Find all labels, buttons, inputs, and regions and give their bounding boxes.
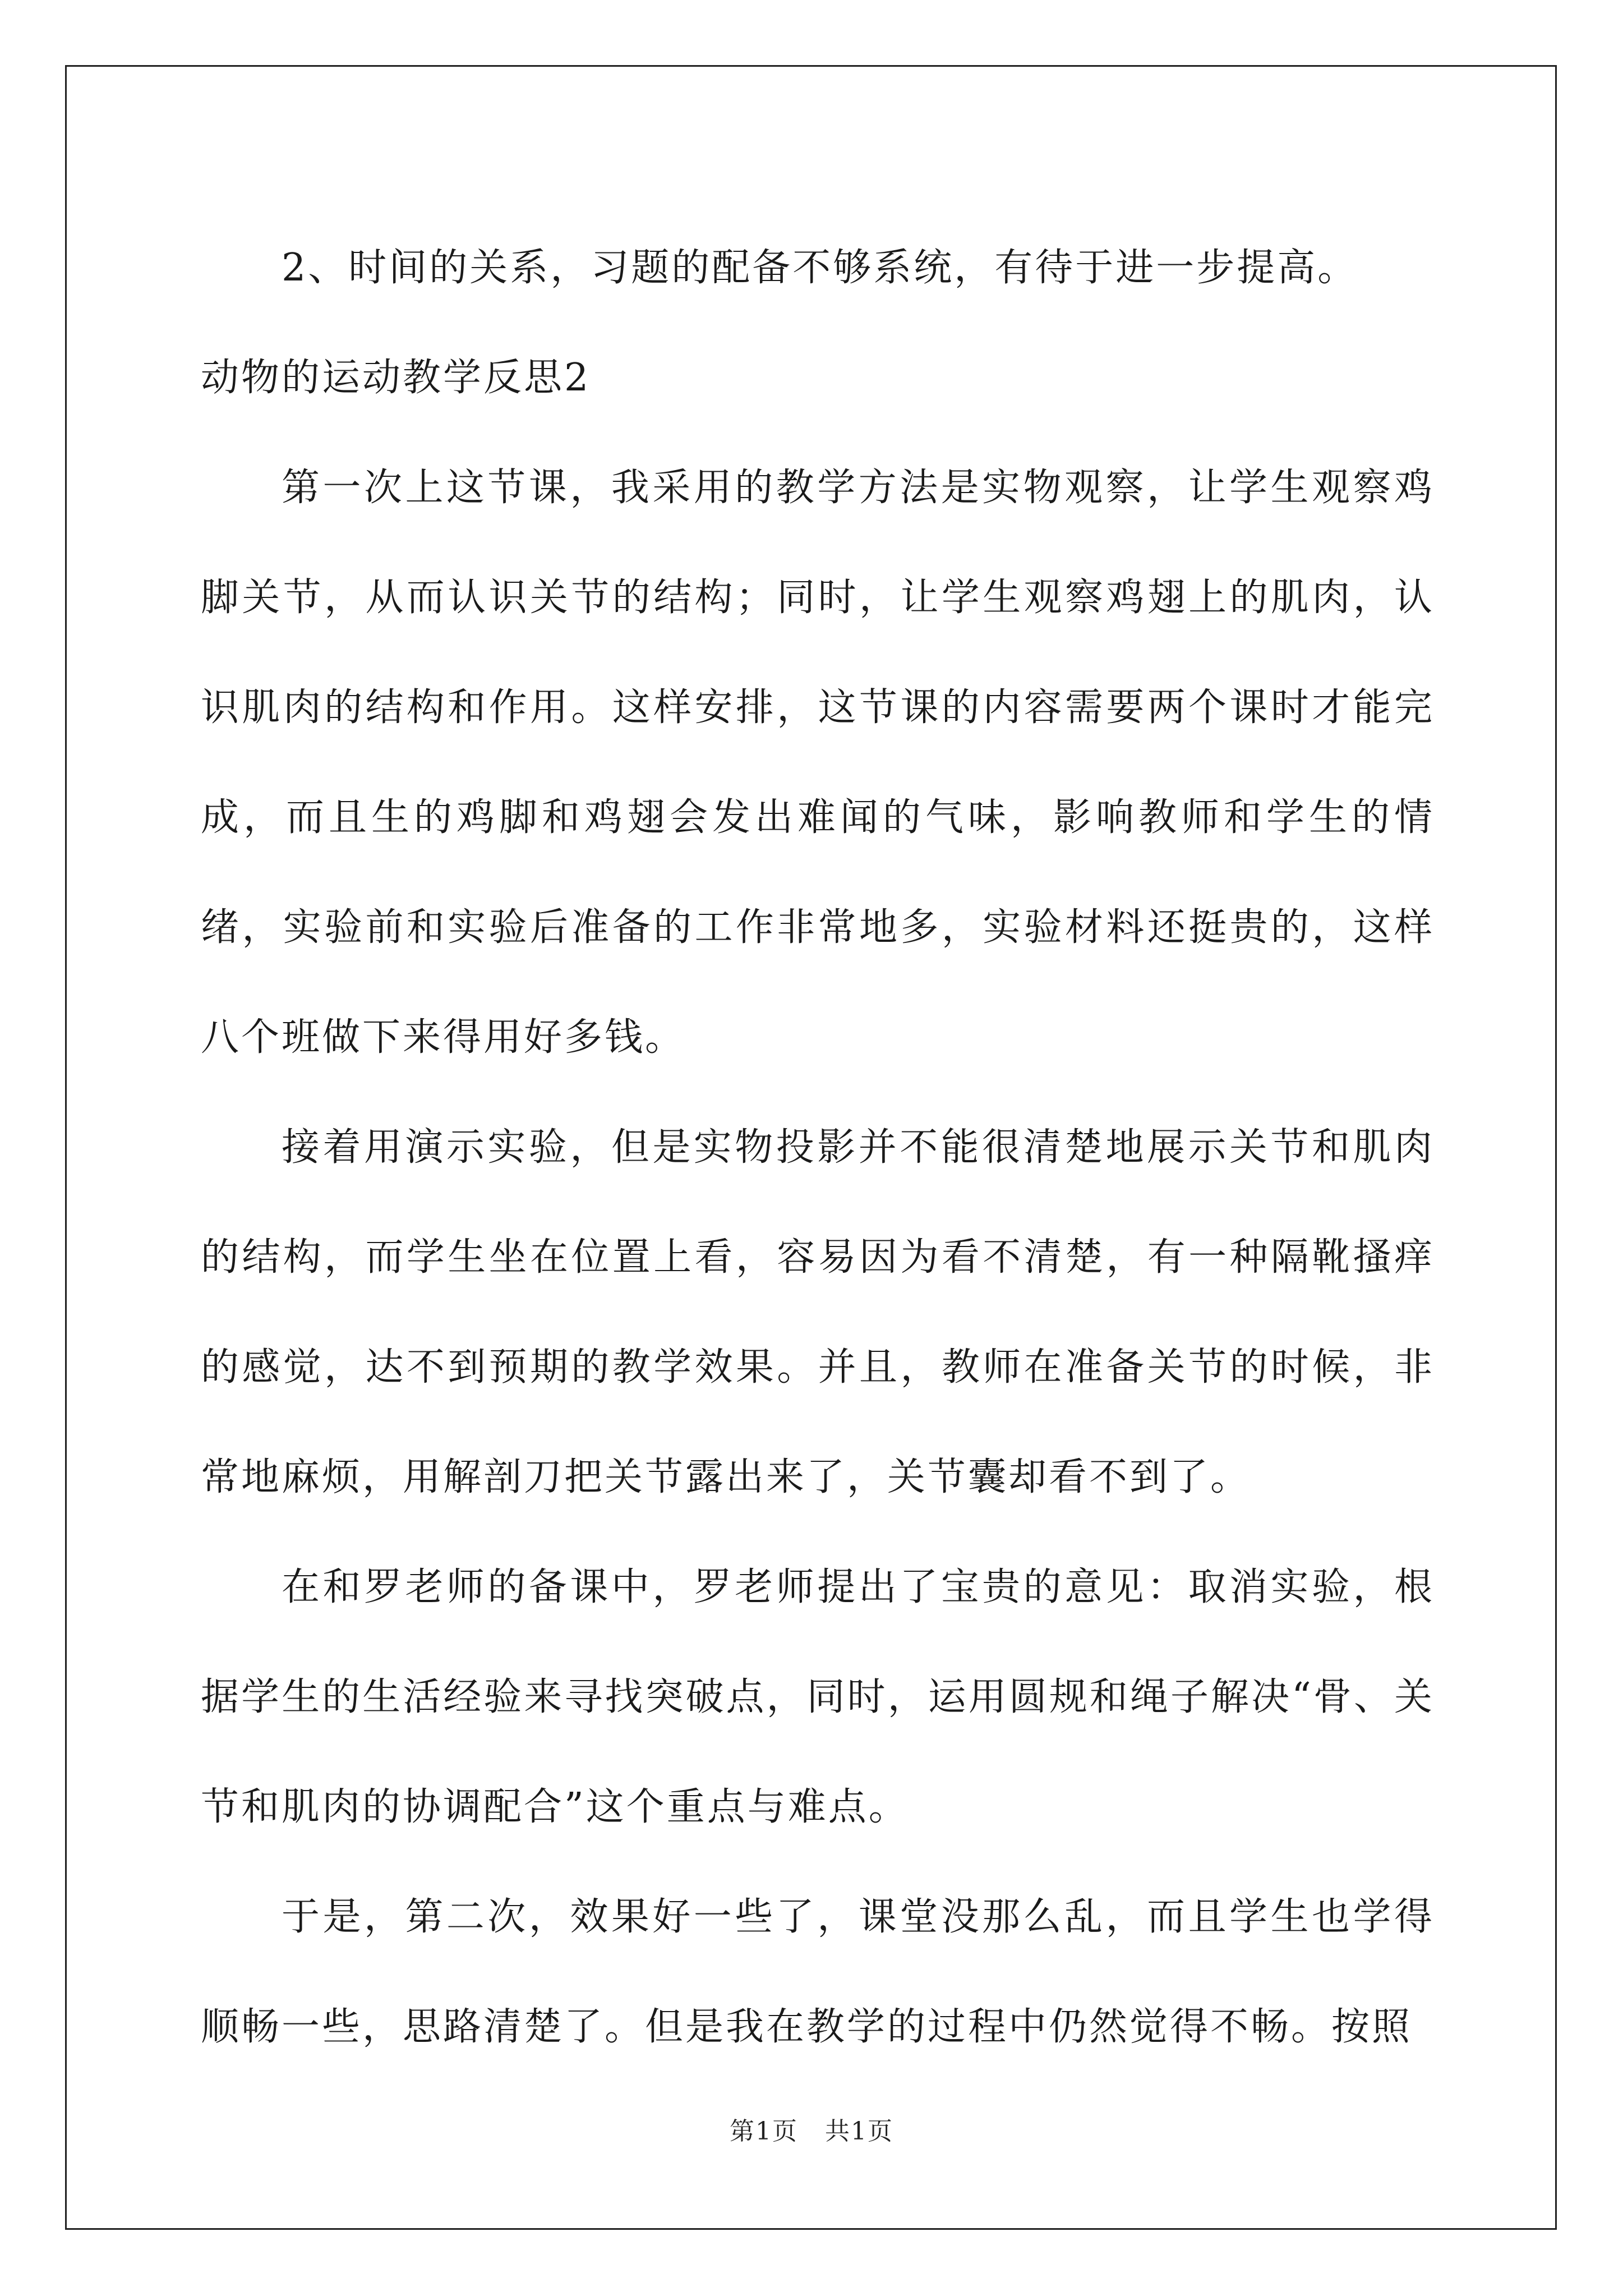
paragraph-2: 第一次上这节课，我采用的教学方法是实物观察，让学生观察鸡脚关节，从而认识关节的结构；同时，让学生观察鸡翅上的肌肉，认识肌肉的结构和作用。这样安排，这节课的内容需要两个课时才能完成，而且生的鸡脚和鸡翅会发出难闻的气味，影响教师和学生的情绪，实验前和实验后准备的工作非常地多，实验材料还挺贵的，这样八个班做下来得用好多钱。 bbox=[201, 466, 1435, 1060]
paragraph-3: 接着用演示实验，但是实物投影并不能很清楚地展示关节和肌肉的结构，而学生坐在位置上看，容易因为看不清楚，有一种隔靴搔痒的感觉，达不到预期的教学效果。并且，教师在准备关节的时候，非常地麻烦，用解剖刀把关节露出来了，关节囊却看不到了。 bbox=[201, 1125, 1435, 1499]
document-body bbox=[201, 213, 1435, 2082]
section-heading: 动物的运动教学反思2 bbox=[201, 356, 591, 400]
page-number: 第1页 bbox=[730, 2117, 799, 2146]
paragraph-1: 2、时间的关系，习题的配备不够系统，有待于进一步提高。 bbox=[282, 246, 1358, 290]
paragraph-4: 在和罗老师的备课中，罗老师提出了宝贵的意见：取消实验，根据学生的生活经验来寻找突破点，同时，运用圆规和绳子解决“骨、关节和肌肉的协调配合”这个重点与难点。 bbox=[201, 1565, 1435, 1829]
page-footer bbox=[0, 2115, 1623, 2148]
paragraph-5: 于是，第二次，效果好一些了，课堂没那么乱，而且学生也学得顺畅一些，思路清楚了。但是我在教学的过程中仍然觉得不畅。按照 bbox=[201, 1895, 1435, 2049]
page-total: 共1页 bbox=[824, 2117, 893, 2146]
